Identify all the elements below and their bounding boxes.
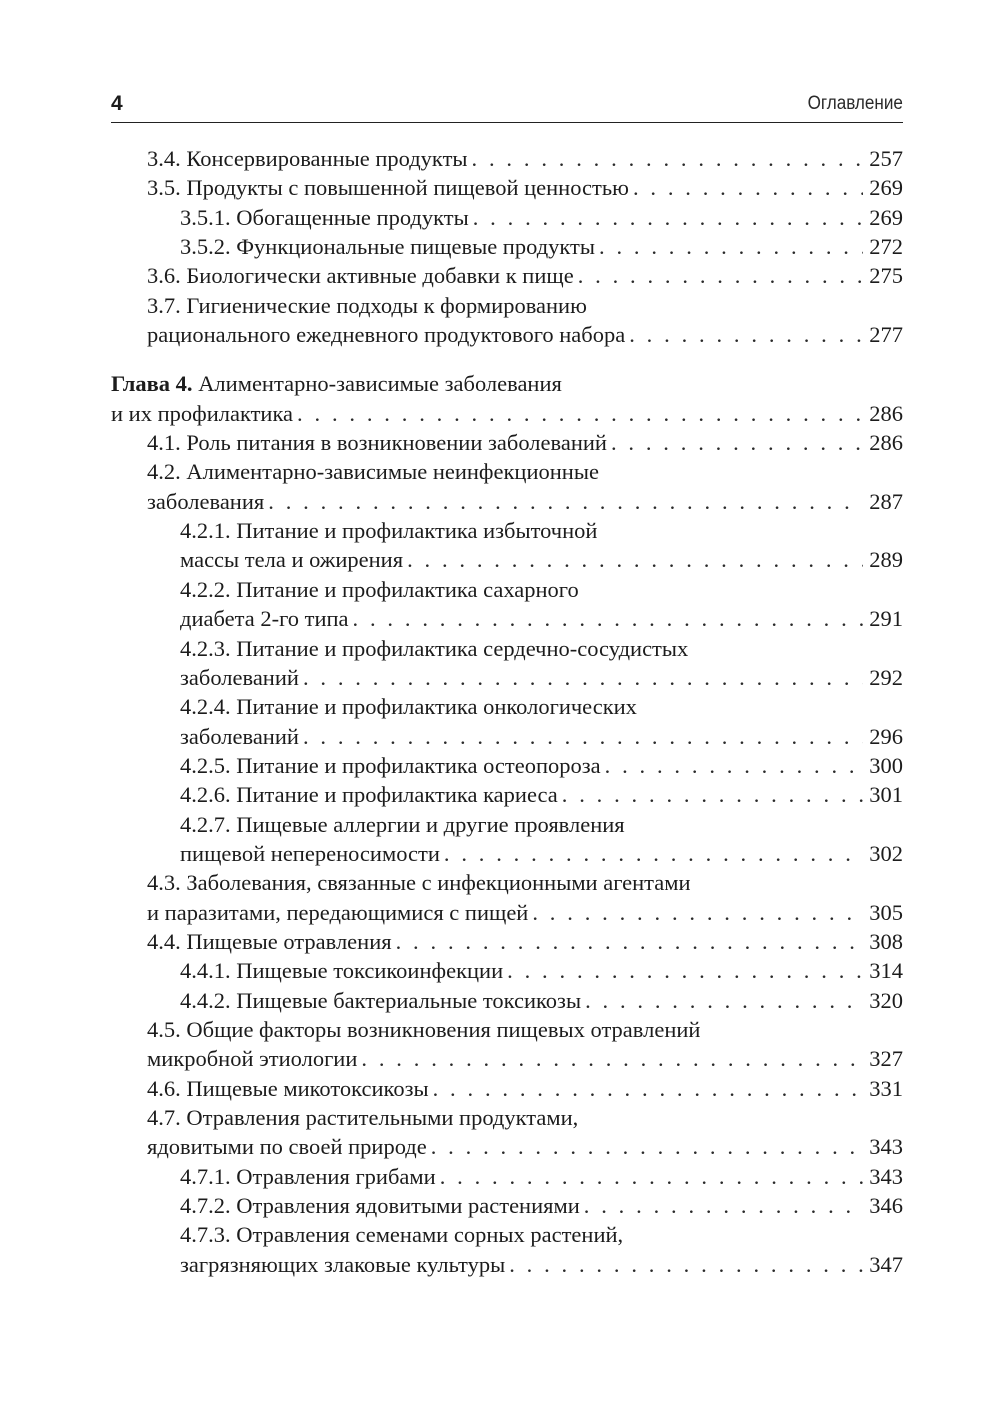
toc-entry [111,457,903,516]
toc-entry [111,1015,903,1074]
toc-page-number: 286 [869,430,903,456]
toc-entry [111,428,903,457]
toc-entry-line [180,663,903,692]
toc-entry-line [180,751,903,780]
dot-leader [633,173,863,202]
toc-entry-text: микробной этиологии [147,1046,358,1072]
toc-entry-text: 3.5. Продукты с повышенной пищевой ценностью [147,175,629,201]
toc-page-number: 269 [869,204,903,230]
toc-entry-text: 4.7.3. Отравления семенами сорных растений, [180,1222,624,1248]
toc-entry-line [147,428,903,457]
toc-entry-text: 4.4.1. Пищевые токсикоинфекции [180,958,504,984]
toc-page-number: 327 [869,1046,903,1072]
toc-entry-title [147,1103,578,1132]
toc-entry-text: 4.2.7. Пищевые аллергии и другие проявления [180,811,625,837]
toc-entry-line [180,780,903,809]
toc-page-number: 289 [869,547,903,573]
toc-entry-line [147,144,903,173]
toc-entry-line [147,487,903,516]
toc-entry-text: 3.6. Биологически активные добавки к пище [147,263,574,289]
toc-entry [111,291,903,350]
toc-entry [111,516,903,575]
dot-leader [611,428,863,457]
toc-entry-title [147,320,625,349]
toc-entry-line [180,575,903,604]
toc-entry-line [147,1044,903,1073]
toc-entry-text: 4.5. Общие факторы возникновения пищевых отравлений [147,1016,701,1042]
toc-entry-text: 4.3. Заболевания, связанные с инфекционными агентами [147,870,691,896]
toc-entry-line [180,232,903,261]
toc-entry [111,692,903,751]
toc-page-number: 331 [869,1075,903,1101]
toc-page-number: 343 [869,1163,903,1189]
toc-entry-title [180,545,403,574]
dot-leader [507,956,863,985]
toc-entry-line [147,291,903,320]
toc-entry-title [180,203,469,232]
toc-entry-line [180,1162,903,1191]
toc-entry-text: ядовитыми по своей природе [147,1134,427,1160]
toc-page-number: 302 [869,840,903,866]
toc-page-number: 269 [869,175,903,201]
dot-leader [268,487,863,516]
dot-leader [629,320,863,349]
toc-entry-title [147,927,392,956]
toc-entry-title [180,1191,580,1220]
toc-entry-line [180,1250,903,1279]
toc-entry-text: Алиментарно-зависимые заболевания [192,371,562,397]
toc-page-number: 320 [869,987,903,1013]
toc-entry-title [180,604,349,633]
toc-entry-text: заболевания [147,488,265,514]
toc-entry-line [180,956,903,985]
toc-entry [111,634,903,693]
toc-entry-text: загрязняющих злаковые культуры [180,1251,506,1277]
dot-leader [444,839,863,868]
dot-leader [472,144,864,173]
toc-entry-line [147,1015,903,1044]
dot-leader [585,986,863,1015]
page-number: 4 [111,92,123,115]
toc-entry-text: 3.4. Консервированные продукты [147,146,468,171]
dot-leader [473,203,864,232]
toc-entry-text: и их профилактика [111,400,294,426]
toc-entry-title [147,898,528,927]
toc-entry-text: 3.5.1. Обогащенные продукты [180,204,469,230]
dot-leader [361,1044,863,1073]
toc-entry-line [180,839,903,868]
dot-leader [396,927,864,956]
toc-entry [111,173,903,202]
toc-entry [111,927,903,956]
toc-entry-title [180,956,503,985]
toc-entry-line [180,722,903,751]
toc-entry [111,261,903,290]
toc-entry [111,203,903,232]
dot-leader [532,898,863,927]
toc-entry-title [180,751,601,780]
toc-entry [111,956,903,985]
toc-entry-text: 4.4. Пищевые отравления [147,928,392,954]
toc-entry-text: 4.2.4. Питание и профилактика онкологических [180,694,637,720]
toc-entry-text: заболеваний [180,723,299,749]
toc-page-number: 301 [869,782,903,808]
toc-entry-title [147,173,629,202]
toc-entry-title [147,1074,429,1103]
toc-entry [111,1074,903,1103]
toc-entry-title [147,457,599,486]
dot-leader [599,232,863,261]
toc-entry-line [180,604,903,633]
toc-page-number: 296 [869,723,903,749]
toc-entry-line [180,203,903,232]
dot-leader [584,1191,863,1220]
toc-entry-text: 3.5.2. Функциональные пищевые продукты [180,234,595,260]
toc-entry [111,1191,903,1220]
toc-entry-title [111,399,293,428]
toc-entry-line [180,692,903,721]
toc-entry-line [147,1132,903,1161]
toc-entry-title [180,839,440,868]
toc-entry-text: массы тела и ожирения [180,547,404,573]
toc-entry-title [111,369,562,398]
toc-entry-text: 4.2.5. Питание и профилактика остеопороза [180,752,601,778]
toc-entry-text: 4.2.6. Питание и профилактика кариеса [180,782,558,808]
toc-entry-title [180,722,299,751]
toc-entry [111,751,903,780]
toc-entry-text: 4.2.2. Питание и профилактика сахарного [180,576,579,602]
toc-page-number: 286 [869,400,903,426]
dot-leader [605,751,864,780]
toc-entry-text: 4.6. Пищевые микотоксикозы [147,1075,429,1101]
toc-page-number: 272 [869,234,903,260]
toc-entry-title [180,780,558,809]
toc-page-number: 347 [869,1251,903,1277]
toc-entry-line [147,1074,903,1103]
toc-page-number: 275 [869,263,903,289]
toc-entry-text: 3.7. Гигиенические подходы к формированию [147,292,587,318]
toc-entry-line [180,516,903,545]
toc-entry-line [180,1191,903,1220]
toc-entry-text: 4.7.2. Отравления ядовитыми растениями [180,1193,580,1219]
toc-entry-title [180,986,581,1015]
toc-entry-text: заболеваний [180,664,299,690]
toc-entry-text: диабета 2-го типа [180,606,349,632]
toc-entry-line [147,457,903,486]
toc-entry-text: и паразитами, передающимися с пищей [147,899,529,925]
toc-page-number: 300 [869,752,903,778]
toc-page-number: 305 [869,899,903,925]
toc-entry [111,986,903,1015]
toc-entry-title [180,1220,623,1249]
dot-leader [509,1250,863,1279]
toc-entry [111,868,903,927]
toc-entry-line [147,898,903,927]
toc-entry-text: пищевой непереносимости [180,840,440,866]
toc-entry-text: 4.1. Роль питания в возникновении заболеваний [147,430,607,456]
toc-entry-text: 4.4.2. Пищевые бактериальные токсикозы [180,987,582,1013]
toc-entry-title [147,144,468,173]
toc-entry-title [180,1162,436,1191]
toc-entry-line [180,634,903,663]
toc-entry-title [147,428,607,457]
toc-entry-title [147,868,691,897]
toc-entry-text: 4.2.1. Питание и профилактика избыточной [180,518,598,544]
toc-entry [111,780,903,809]
dot-leader [433,1074,864,1103]
toc-entry-title [180,810,625,839]
toc-page-number: 291 [869,606,903,632]
toc-entry-line [180,545,903,574]
dot-leader [303,722,863,751]
toc-page-number: 287 [869,488,903,514]
toc-entry-title [180,516,597,545]
toc-entry-line [180,810,903,839]
dot-leader [407,545,863,574]
toc-entry-title [180,634,688,663]
toc-page-number: 257 [869,146,903,171]
toc-entry-title [147,1044,357,1073]
chapter-label: Глава 4. [111,371,193,397]
toc-entry-line [147,1103,903,1132]
toc-entry-title [180,663,299,692]
toc-entry-line [147,320,903,349]
toc-entry-title [147,1015,700,1044]
toc-entry-text: 4.2.3. Питание и профилактика сердечно-сосудистых [180,635,689,661]
toc-entry-text: рационального ежедневного продуктового набора [147,322,626,348]
toc-entry [111,1220,903,1279]
table-of-contents [111,144,903,1279]
toc-entry-text: 4.2. Алиментарно-зависимые неинфекционные [147,459,599,485]
running-header [111,92,903,123]
toc-entry-line [180,986,903,1015]
toc-page-number: 277 [869,322,903,348]
toc-entry-title [147,291,587,320]
toc-page-number: 346 [869,1193,903,1219]
dot-leader [297,399,863,428]
dot-leader [578,261,864,290]
toc-page-number: 308 [869,928,903,954]
toc-entry-line [111,399,903,428]
toc-entry-line [147,261,903,290]
toc-entry-text: 4.7.1. Отравления грибами [180,1163,436,1189]
toc-entry [111,1103,903,1162]
toc-entry-line [147,173,903,202]
toc-entry-title [180,232,595,261]
toc-entry [111,810,903,869]
toc-entry-line [147,927,903,956]
dot-leader [440,1162,864,1191]
toc-entry-title [180,1250,505,1279]
dot-leader [303,663,863,692]
toc-entry [111,144,903,173]
dot-leader [562,780,864,809]
toc-entry-text: 4.7. Отравления растительными продуктами, [147,1105,579,1130]
toc-page-number: 314 [869,958,903,984]
toc-entry-line [180,1220,903,1249]
toc-entry [111,232,903,261]
toc-entry-title [147,261,574,290]
running-title: Оглавление [807,93,903,114]
dot-leader [431,1132,864,1161]
toc-entry-title [180,575,579,604]
toc-entry-title [147,487,264,516]
toc-entry-line [147,868,903,897]
toc-page-number: 292 [869,664,903,690]
toc-entry [111,369,903,428]
toc-entry-title [147,1132,427,1161]
toc-entry-title [180,692,637,721]
toc-page-number: 343 [869,1134,903,1160]
toc-entry [111,575,903,634]
dot-leader [353,604,864,633]
toc-entry-line [111,369,903,398]
toc-entry [111,1162,903,1191]
